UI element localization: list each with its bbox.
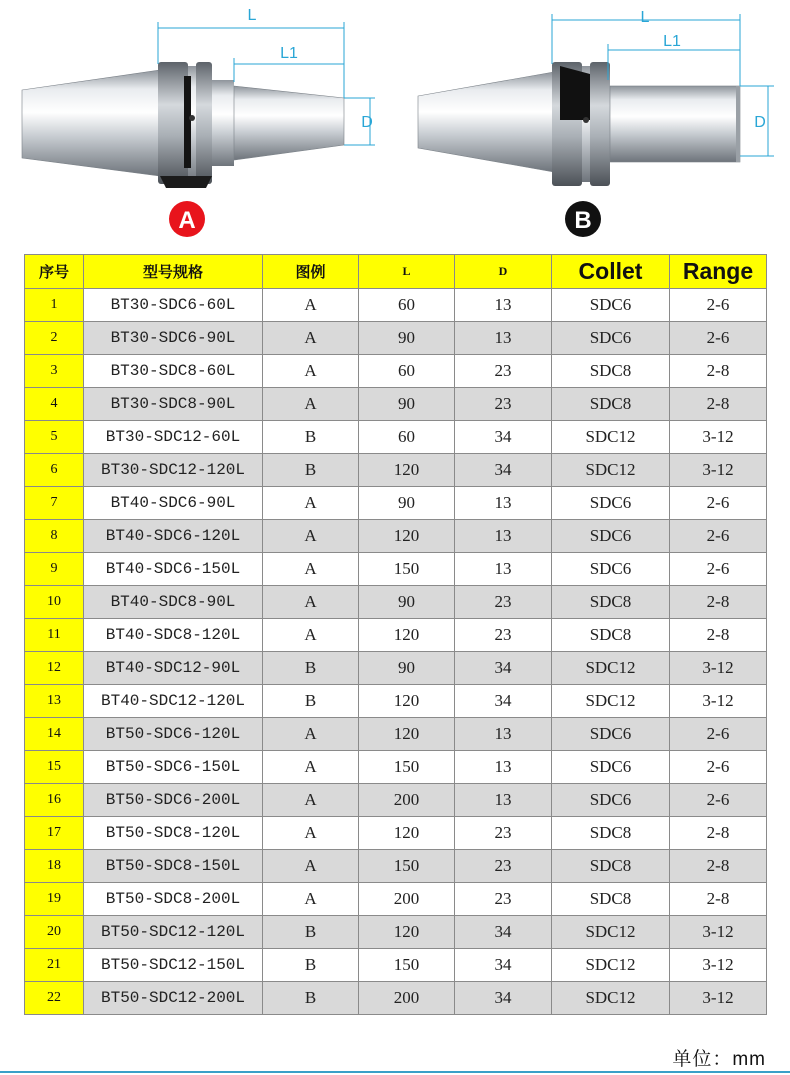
cell-collet: SDC8 [552,586,670,619]
cell-model: BT50-SDC6-150L [84,751,263,784]
table-body [25,289,767,1015]
dim-label-l1-b: L1 [663,33,681,50]
table-row [25,817,767,850]
header-figure: 图例 [263,255,359,289]
table-header-row [25,255,767,289]
cell-l: 90 [359,652,455,685]
cell-range: 2-8 [670,619,767,652]
cell-index: 5 [25,421,84,454]
cell-model: BT50-SDC8-200L [84,883,263,916]
cell-model: BT40-SDC8-90L [84,586,263,619]
cell-range: 3-12 [670,916,767,949]
cell-index: 21 [25,949,84,982]
cell-range: 3-12 [670,454,767,487]
cell-l: 150 [359,751,455,784]
cell-range: 2-8 [670,883,767,916]
cell-d: 13 [455,784,552,817]
cell-figure: A [263,289,359,322]
cell-l: 60 [359,289,455,322]
table-row [25,850,767,883]
cell-range: 2-8 [670,388,767,421]
cell-d: 34 [455,454,552,487]
cell-model: BT50-SDC8-120L [84,817,263,850]
cell-range: 2-6 [670,784,767,817]
cell-range: 2-6 [670,553,767,586]
cell-model: BT30-SDC12-60L [84,421,263,454]
cell-figure: A [263,883,359,916]
cell-index: 20 [25,916,84,949]
cell-range: 3-12 [670,421,767,454]
cell-index: 17 [25,817,84,850]
cell-range: 2-6 [670,751,767,784]
cell-d: 13 [455,520,552,553]
table-row [25,982,767,1015]
tool-holder-a [22,62,344,188]
cell-index: 15 [25,751,84,784]
cell-l: 120 [359,520,455,553]
cell-model: BT40-SDC6-120L [84,520,263,553]
cell-d: 34 [455,685,552,718]
cell-range: 2-8 [670,817,767,850]
cell-index: 18 [25,850,84,883]
cell-d: 23 [455,619,552,652]
cell-figure: B [263,652,359,685]
dim-label-l-b: L [640,9,650,26]
cell-d: 13 [455,322,552,355]
cell-figure: A [263,850,359,883]
cell-model: BT50-SDC12-120L [84,916,263,949]
bottom-divider [0,1071,790,1073]
cell-collet: SDC8 [552,355,670,388]
cell-model: BT40-SDC6-90L [84,487,263,520]
cell-figure: B [263,421,359,454]
cell-l: 120 [359,916,455,949]
cell-l: 200 [359,883,455,916]
cell-l: 200 [359,982,455,1015]
cell-figure: A [263,553,359,586]
cell-d: 34 [455,982,552,1015]
cell-collet: SDC12 [552,421,670,454]
cell-figure: A [263,784,359,817]
cell-collet: SDC6 [552,553,670,586]
cell-range: 2-8 [670,355,767,388]
cell-figure: B [263,454,359,487]
cell-index: 12 [25,652,84,685]
cell-range: 2-6 [670,520,767,553]
cell-index: 14 [25,718,84,751]
cell-collet: SDC12 [552,652,670,685]
cell-collet: SDC12 [552,982,670,1015]
cell-range: 2-6 [670,289,767,322]
cell-figure: A [263,619,359,652]
cell-collet: SDC12 [552,685,670,718]
table-row [25,751,767,784]
cell-figure: A [263,718,359,751]
cell-l: 150 [359,850,455,883]
cell-l: 200 [359,784,455,817]
cell-range: 3-12 [670,685,767,718]
cell-range: 2-8 [670,850,767,883]
cell-collet: SDC12 [552,454,670,487]
cell-model: BT50-SDC6-120L [84,718,263,751]
cell-range: 2-8 [670,586,767,619]
cell-collet: SDC8 [552,388,670,421]
table-row [25,784,767,817]
cell-index: 8 [25,520,84,553]
table-row [25,619,767,652]
cell-figure: B [263,685,359,718]
cell-collet: SDC6 [552,751,670,784]
cell-range: 2-6 [670,322,767,355]
cell-l: 120 [359,718,455,751]
table-row [25,685,767,718]
cell-index: 22 [25,982,84,1015]
header-collet: Collet [552,255,670,289]
dim-label-d-b: D [754,114,766,131]
cell-l: 90 [359,586,455,619]
cell-collet: SDC12 [552,916,670,949]
cell-l: 150 [359,553,455,586]
header-range: Range [670,255,767,289]
spec-table [24,254,767,1015]
cell-figure: A [263,355,359,388]
cell-range: 2-6 [670,718,767,751]
table-row [25,916,767,949]
cell-l: 90 [359,388,455,421]
table-row [25,322,767,355]
table-row [25,520,767,553]
cell-model: BT50-SDC12-150L [84,949,263,982]
cell-model: BT30-SDC12-120L [84,454,263,487]
cell-range: 3-12 [670,652,767,685]
dim-label-d-a: D [361,114,373,131]
cell-index: 16 [25,784,84,817]
cell-model: BT40-SDC12-90L [84,652,263,685]
cell-model: BT50-SDC6-200L [84,784,263,817]
cell-model: BT30-SDC8-60L [84,355,263,388]
table-row [25,355,767,388]
cell-l: 120 [359,817,455,850]
cell-d: 34 [455,916,552,949]
cell-l: 90 [359,322,455,355]
cell-l: 60 [359,355,455,388]
dim-label-l1-a: L1 [280,45,298,62]
cell-model: BT50-SDC12-200L [84,982,263,1015]
cell-d: 23 [455,817,552,850]
tool-holder-b [418,62,740,186]
badge-a-label: A [178,207,196,234]
cell-index: 19 [25,883,84,916]
cell-d: 23 [455,586,552,619]
badge-b-label: B [574,207,592,234]
cell-collet: SDC6 [552,784,670,817]
cell-collet: SDC6 [552,322,670,355]
cell-l: 150 [359,949,455,982]
table-row [25,586,767,619]
cell-index: 11 [25,619,84,652]
cell-figure: A [263,751,359,784]
cell-l: 90 [359,487,455,520]
cell-figure: A [263,817,359,850]
cell-d: 13 [455,751,552,784]
cell-index: 6 [25,454,84,487]
table-row [25,553,767,586]
unit-note: 单位：mm [672,1049,766,1070]
cell-figure: A [263,322,359,355]
cell-l: 120 [359,619,455,652]
table-row [25,289,767,322]
table-row [25,718,767,751]
cell-d: 13 [455,487,552,520]
cell-figure: A [263,487,359,520]
cell-index: 13 [25,685,84,718]
table-row [25,487,767,520]
cell-d: 23 [455,355,552,388]
cell-collet: SDC8 [552,619,670,652]
cell-model: BT40-SDC12-120L [84,685,263,718]
cell-d: 34 [455,652,552,685]
table-row [25,883,767,916]
cell-d: 13 [455,718,552,751]
table-row [25,652,767,685]
cell-d: 34 [455,421,552,454]
cell-d: 23 [455,850,552,883]
cell-collet: SDC12 [552,949,670,982]
cell-l: 60 [359,421,455,454]
cell-figure: A [263,520,359,553]
cell-collet: SDC8 [552,817,670,850]
cell-index: 3 [25,355,84,388]
dim-label-l-a: L [247,7,257,24]
table-row [25,421,767,454]
cell-collet: SDC8 [552,850,670,883]
cell-figure: A [263,586,359,619]
cell-collet: SDC6 [552,520,670,553]
cell-index: 7 [25,487,84,520]
cell-l: 120 [359,454,455,487]
cell-d: 34 [455,949,552,982]
cell-index: 1 [25,289,84,322]
cell-index: 9 [25,553,84,586]
cell-d: 23 [455,388,552,421]
cell-collet: SDC6 [552,718,670,751]
cell-model: BT40-SDC6-150L [84,553,263,586]
header-index: 序号 [25,255,84,289]
header-model: 型号规格 [84,255,263,289]
cell-l: 120 [359,685,455,718]
cell-model: BT30-SDC6-60L [84,289,263,322]
cell-figure: B [263,949,359,982]
cell-range: 2-6 [670,487,767,520]
table-row [25,454,767,487]
cell-collet: SDC6 [552,487,670,520]
cell-model: BT30-SDC8-90L [84,388,263,421]
cell-d: 13 [455,553,552,586]
cell-d: 23 [455,883,552,916]
cell-range: 3-12 [670,949,767,982]
table-row [25,388,767,421]
cell-d: 13 [455,289,552,322]
tool-holder-figures [0,0,790,250]
cell-range: 3-12 [670,982,767,1015]
cell-collet: SDC8 [552,883,670,916]
cell-model: BT50-SDC8-150L [84,850,263,883]
cell-model: BT40-SDC8-120L [84,619,263,652]
cell-index: 4 [25,388,84,421]
header-l: L [359,255,455,289]
cell-figure: A [263,388,359,421]
header-d: D [455,255,552,289]
cell-model: BT30-SDC6-90L [84,322,263,355]
cell-figure: B [263,916,359,949]
table-row [25,949,767,982]
cell-index: 10 [25,586,84,619]
cell-figure: B [263,982,359,1015]
cell-index: 2 [25,322,84,355]
cell-collet: SDC6 [552,289,670,322]
